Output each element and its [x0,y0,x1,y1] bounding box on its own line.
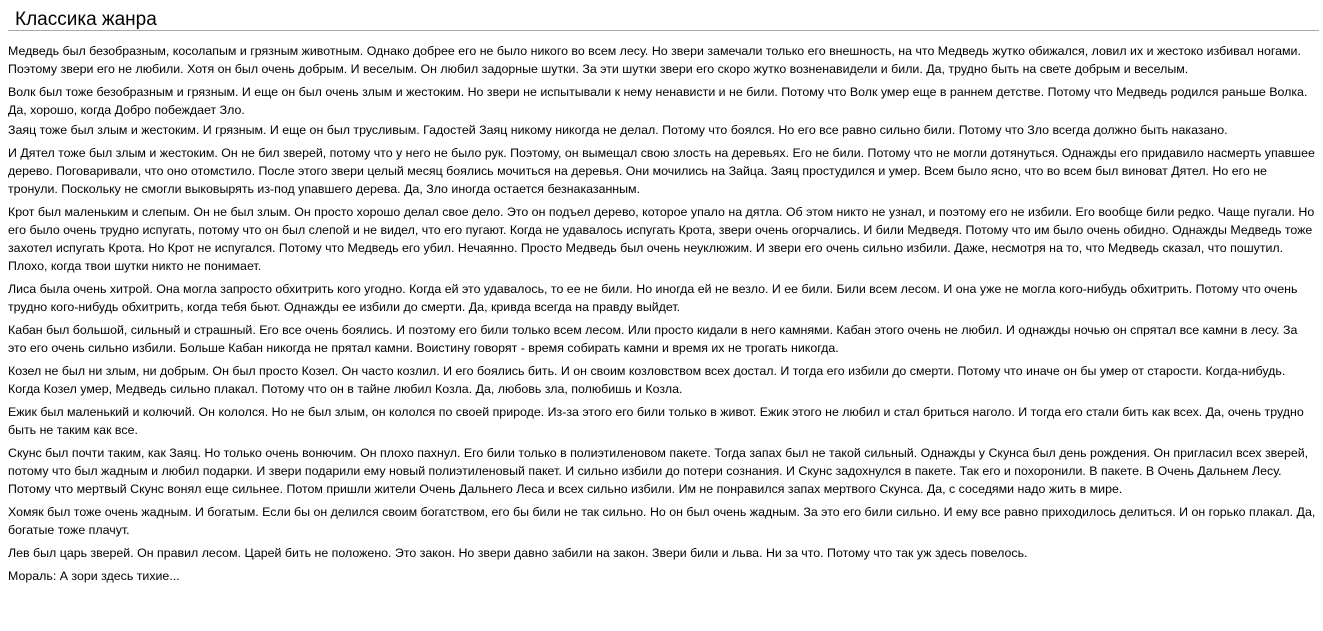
paragraph-lion: Лев был царь зверей. Он правил лесом. Царей бить не положено. Это закон. Но звери давно забили на закон. Звери били и льва. Ни за что. Потому что так уж здесь повелось. [8,546,1028,560]
paragraph-goat: Козел не был ни злым, ни добрым. Он был просто Козел. Он часто козлил. И его боялись бить. И он своим козловством всех достал. И тогда его избили до смерти. Потому что иначе он бы умер от старости. Когда-нибудь. Когда Козел умер, Медведь сильно плакал. Потому что он в тайне любил Козла. Да, любовь зла, полюбишь и Козла. [8,364,1286,396]
section-heading: Классика жанра [8,0,1319,31]
paragraph-hedgehog: Ежик был маленький и колючий. Он кололся. Но не был злым, он кололся по своей природе. Из-за этого его били только в живот. Ежик этого не любил и стал бриться наголо. И тогда его стали бить как всех. Да, очень трудно быть не таким как все. [8,405,1304,437]
paragraph-woodpecker: И Дятел тоже был злым и жестоким. Он не бил зверей, потому что у него не было рук. Поэтому, он вымещал свою злость на деревьях. Его не били. Потому что не могли дотянуться. Однажды его придавило насмерть упавшее дерево. Поговаривали, что оно отомстило. После этого звери целый месяц боялись мочиться на деревья. Они мочились на Зайца. Заяц простудился и умер. Всем было ясно, что во всем был виноват Дятел. Но его не тронули. Поскольку не смогли выковырять из-под упавшего дерева. Да, Зло иногда остается безнаказанным. [8,146,1315,196]
paragraph-hare: Заяц тоже был злым и жестоким. И грязным. И еще он был трусливым. Гадостей Заяц никому никогда не делал. Потому что боялся. Но его все равно сильно били. Потому что Зло всегда должно быть наказано. [8,123,1228,137]
article-body [8,42,1319,585]
paragraph-fox: Лиса была очень хитрой. Она могла запросто обхитрить кого угодно. Когда ей это удавалось, то ее не били. Но иногда ей не везло. И ее били. Били всем лесом. И она уже не могла кого-нибудь обхитрить. Потому что очень трудно кого-нибудь обхитрить, когда тебя бьют. Однажды ее избили до смерти. Да, кривда всегда на правду выйдет. [8,282,1298,314]
article [8,0,1319,590]
paragraph-moral: Мораль: А зори здесь тихие... [8,569,180,583]
paragraph-bear: Медведь был безобразным, косолапым и грязным животным. Однако добрее его не было никого во всем лесу. Но звери замечали только его внешность, на что Медведь жутко обижался, ловил их и жестоко избивал ногами. Поэтому звери его не любили. Хотя он был очень добрым. И веселым. Он любил задорные шутки. За эти шутки звери его скоро жутко возненавидели и били. Да, трудно быть на свете добрым и веселым. [8,44,1301,76]
paragraph-wolf: Волк был тоже безобразным и грязным. И еще он был очень злым и жестоким. Но звери не испытывали к нему ненависти и не били. Потому что Волк умер еще в раннем детстве. Потому что Медведь родился раньше Волка. Да, хорошо, когда Добро побеждает Зло. [8,85,1308,117]
paragraph-boar: Кабан был большой, сильный и страшный. Его все очень боялись. И поэтому его били только всем лесом. Или просто кидали в него камнями. Кабан этого очень не любил. И однажды ночью он спрятал все камни в лесу. За это его очень сильно избили. Больше Кабан никогда не прятал камни. Воистину говорят - время собирать камни и время их не трогать никогда. [8,323,1298,355]
paragraph-mole: Крот был маленьким и слепым. Он не был злым. Он просто хорошо делал свое дело. Это он подъел дерево, которое упало на дятла. Об этом никто не узнал, и поэтому его не избили. Его вообще били редко. Чаще пугали. Но его было очень трудно испугать, потому что он был слепой и не видел, что его пугают. Когда не удавалось испугать Крота, звери очень огорчались. И били Медведя. Потому что им было очень обидно. Однажды Медведь тоже захотел испугать Крота. Но Крот не испугался. Потому что Медведь его убил. Нечаянно. Просто Медведь был очень неуклюжим. И звери его очень сильно избили. Даже, несмотря на то, что Медведь сказал, что пошутил. Плохо, когда твои шутки никто не понимает. [8,205,1315,273]
paragraph-skunk: Скунс был почти таким, как Заяц. Но только очень вонючим. Он плохо пахнул. Его били только в полиэтиленовом пакете. Тогда запах был не такой сильный. Однажды у Скунса был день рождения. Он пригласил всех зверей, потому что был жадным и любил подарки. И звери подарили ему новый полиэтиленовый пакет. И сильно избили до потери сознания. И Скунс задохнулся в пакете. Так его и похоронили. В пакете. В Очень Дальнем Лесу. Потому что мертвый Скунс вонял еще сильнее. Потом пришли жители Очень Дальнего Леса и всех сильно избили. Им не понравился запах мертвого Скунса. Да, с соседями надо жить в мире. [8,446,1309,496]
paragraph-hamster: Хомяк был тоже очень жадным. И богатым. Если бы он делился своим богатством, его бы били не так сильно. Но он был очень жадным. За это его били сильно. И ему все равно приходилось делиться. И он горько плакал. Да, богатые тоже плачут. [8,505,1316,537]
